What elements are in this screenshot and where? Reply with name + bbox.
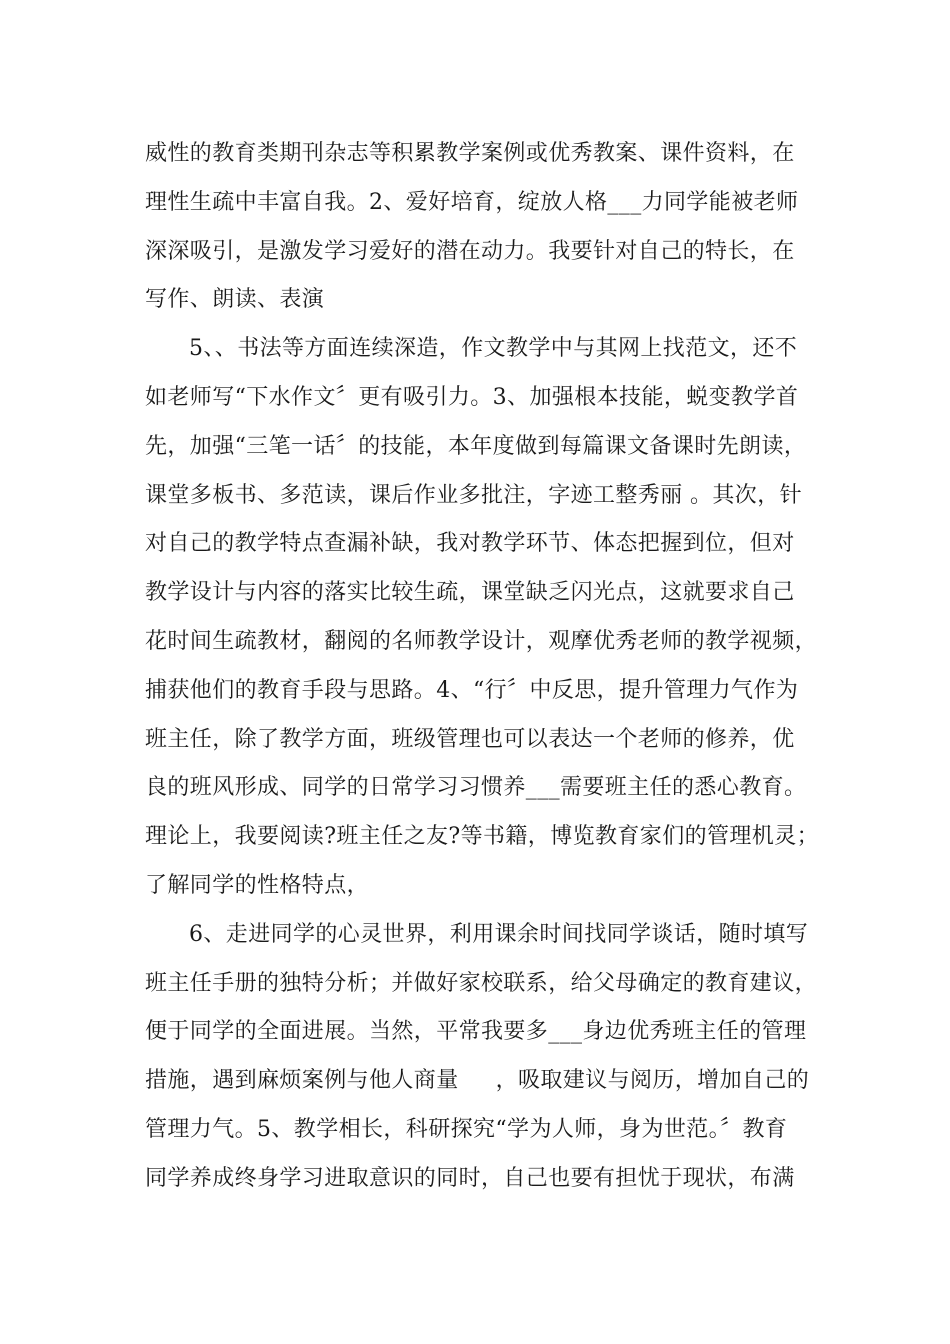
- text-line: 措施，遇到麻烦案例与他人商量 ，吸取建议与阅历，增加自己的: [145, 1068, 810, 1094]
- paragraph-start-line: 5、、书法等方面连续深造，作文教学中与其网上找范文，还不: [189, 336, 798, 362]
- text-line: 课堂多板书、多范读，课后作业多批注，字迹工整秀丽 。其次，针: [145, 482, 802, 508]
- text-line: 威性的教育类期刊杂志等积累教学案例或优秀教案、课件资料，在: [145, 141, 795, 166]
- text-line: 管理力气。5、教学相长，科研探究“学为人师，身为世范。〞教育: [145, 1116, 788, 1142]
- text-line: 了解同学的性格特点，: [145, 872, 370, 898]
- body-text: [145, 130, 825, 1204]
- text-line: 同学养成终身学习进取意识的同时，自己也要有担忧于现状，布满: [145, 1165, 795, 1191]
- text-line: 班主任手册的独特分析；并做好家校联系，给父母确定的教育建议，: [145, 970, 818, 996]
- text-line: 写作、朗读、表演: [145, 287, 325, 313]
- text-line: 理论上，我要阅读?班主任之友?等书籍，博览教育家们的管理机灵；: [145, 824, 819, 850]
- text-line: 对自己的教学特点查漏补缺，我对教学环节、体态把握到位，但对: [145, 531, 795, 557]
- text-line: 教学设计与内容的落实比较生疏，课堂缺乏闪光点，这就要求自己: [145, 580, 795, 606]
- text-line: 先，加强“三笔一话〞的技能，本年度做到每篇课文备课时先朗读，: [145, 433, 807, 459]
- text-line: 如老师写“下水作文〞更有吸引力。3、加强根本技能，蜕变教学首: [145, 384, 799, 410]
- text-line: 班主任，除了教学方面，班级管理也可以表达一个老师的修养，优: [145, 726, 795, 752]
- paragraph-start-line: 6、走进同学的心灵世界，利用课余时间找同学谈话，随时填写: [189, 921, 809, 947]
- text-line: 深深吸引，是激发学习爱好的潜在动力。我要针对自己的特长，在: [145, 238, 795, 264]
- text-line: 捕获他们的教育手段与思路。4、“行〞中反思，提升管理力气作为: [145, 677, 799, 703]
- text-line: 花时间生疏教材，翻阅的名师教学设计，观摩优秀老师的教学视频，: [145, 628, 818, 654]
- text-line: 良的班风形成、同学的日常学习习惯养___需要班主任的悉心教育。: [145, 775, 807, 801]
- text-line: 理性生疏中丰富自我。2、爱好培育，绽放人格___力同学能被老师: [145, 189, 799, 215]
- text-line: 便于同学的全面进展。当然，平常我要多___身边优秀班主任的管理: [145, 1019, 807, 1045]
